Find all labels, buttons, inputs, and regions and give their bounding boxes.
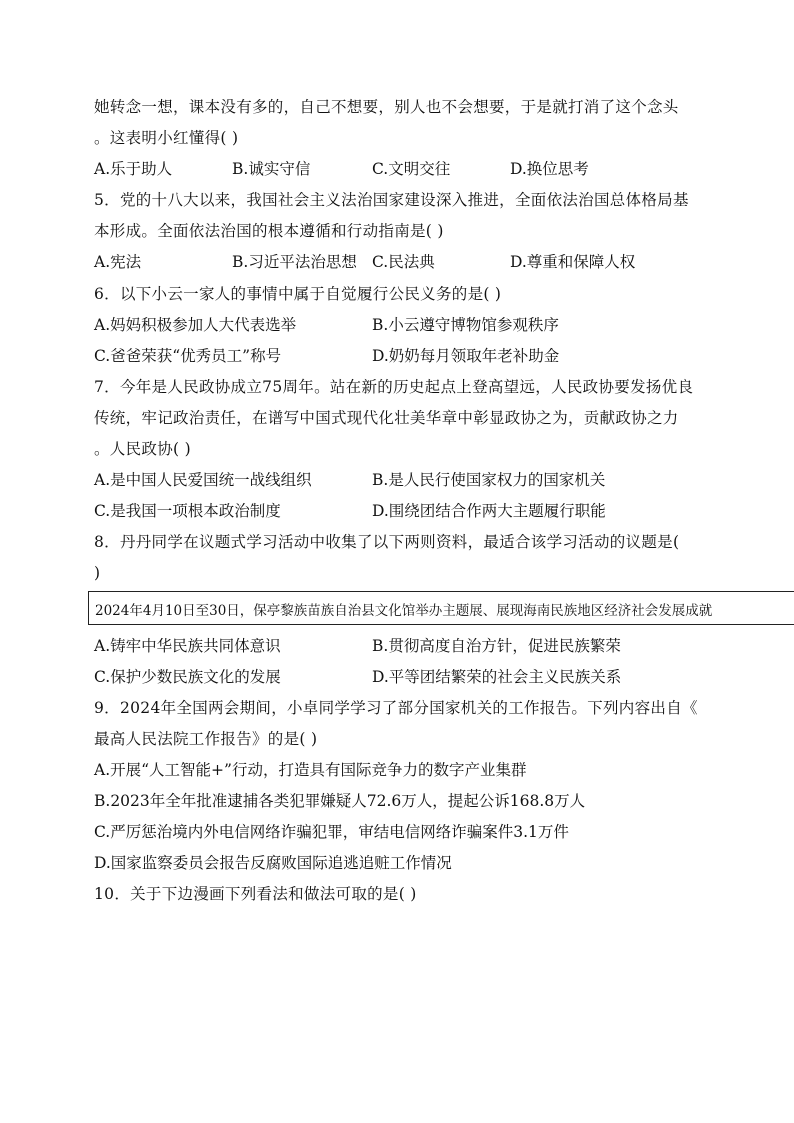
q9-option-b: B.2023年全年批准逮捕各类犯罪嫌疑人72.6万人，提起公诉168.8万人 xyxy=(94,792,586,810)
q6-option-d: D.奶奶每月领取年老补助金 xyxy=(372,347,560,365)
q7-option-b: B.是人民行使国家权力的国家机关 xyxy=(372,471,606,489)
q6-line-1: 6．以下小云一家人的事情中属于自觉履行公民义务的是( ) xyxy=(94,285,502,303)
q8-option-c: C.保护少数民族文化的发展 xyxy=(94,668,281,686)
q5-option-b: B.习近平法治思想 xyxy=(232,253,357,271)
q9-option-c: C.严厉惩治境内外电信网络诈骗犯罪，审结电信网络诈骗案件3.1万件 xyxy=(94,823,569,841)
q4-line-2: 。这表明小红懂得( ) xyxy=(94,129,239,147)
q9-line-2: 最高人民法院工作报告》的是( ) xyxy=(94,730,318,748)
q8-material-box xyxy=(88,591,794,625)
q7-option-a: A.是中国人民爱国统一战线组织 xyxy=(94,471,312,489)
q6-option-a: A.妈妈积极参加人大代表选举 xyxy=(94,316,297,334)
q8-line-1: 8．丹丹同学在议题式学习活动中收集了以下两则资料，最适合该学习活动的议题是( xyxy=(94,533,680,551)
q5-option-a: A.宪法 xyxy=(94,253,142,271)
q8-option-d: D.平等团结繁荣的社会主义民族关系 xyxy=(372,668,622,686)
q5-option-c: C.民法典 xyxy=(372,253,435,271)
q4-option-b: B.诚实守信 xyxy=(232,160,311,178)
q4-line-1: 她转念一想，课本没有多的，自己不想要，别人也不会想要，于是就打消了这个念头 xyxy=(94,98,679,116)
q4-option-c: C.文明交往 xyxy=(372,160,451,178)
q8-line-2: ) xyxy=(94,564,101,582)
q5-line-1: 5．党的十八大以来，我国社会主义法治国家建设深入推进，全面依法治国总体格局基 xyxy=(94,191,689,209)
q4-option-d: D.换位思考 xyxy=(510,160,589,178)
q9-line-1: 9．2024年全国两会期间，小卓同学学习了部分国家机关的工作报告。下列内容出自《 xyxy=(94,699,698,717)
q9-option-a: A.开展“人工智能+”行动，打造具有国际竞争力的数字产业集群 xyxy=(94,761,527,779)
q10-line-1: 10．关于下边漫画下列看法和做法可取的是( ) xyxy=(94,885,417,903)
q7-line-2: 传统，牢记政治责任，在谱写中国式现代化壮美华章中彰显政协之为，贡献政协之力 xyxy=(94,409,679,427)
q4-option-a: A.乐于助人 xyxy=(94,160,173,178)
q5-line-2: 本形成。全面依法治国的根本遵循和行动指南是( ) xyxy=(94,222,444,240)
q7-line-1: 7．今年是人民政协成立75周年。站在新的历史起点上登高望远，人民政协要发扬优良 xyxy=(94,378,694,396)
q6-option-b: B.小云遵守博物馆参观秩序 xyxy=(372,316,559,334)
q8-option-b: B.贯彻高度自治方针，促进民族繁荣 xyxy=(372,637,621,655)
q7-line-3: 。人民政协( ) xyxy=(94,440,191,458)
q5-option-d: D.尊重和保障人权 xyxy=(510,253,636,271)
q7-option-d: D.围绕团结合作两大主题履行职能 xyxy=(372,502,606,520)
q7-option-c: C.是我国一项根本政治制度 xyxy=(94,502,281,520)
q8-option-a: A.铸牢中华民族共同体意识 xyxy=(94,637,281,655)
q8-material-text: 2024年4月10日至30日，保亭黎族苗族自治县文化馆举办主题展、展现海南民族地区经济社会发展成就 xyxy=(95,603,713,619)
q9-option-d: D.国家监察委员会报告反腐败国际追逃追赃工作情况 xyxy=(94,854,452,872)
q6-option-c: C.爸爸荣获“优秀员工”称号 xyxy=(94,347,282,365)
